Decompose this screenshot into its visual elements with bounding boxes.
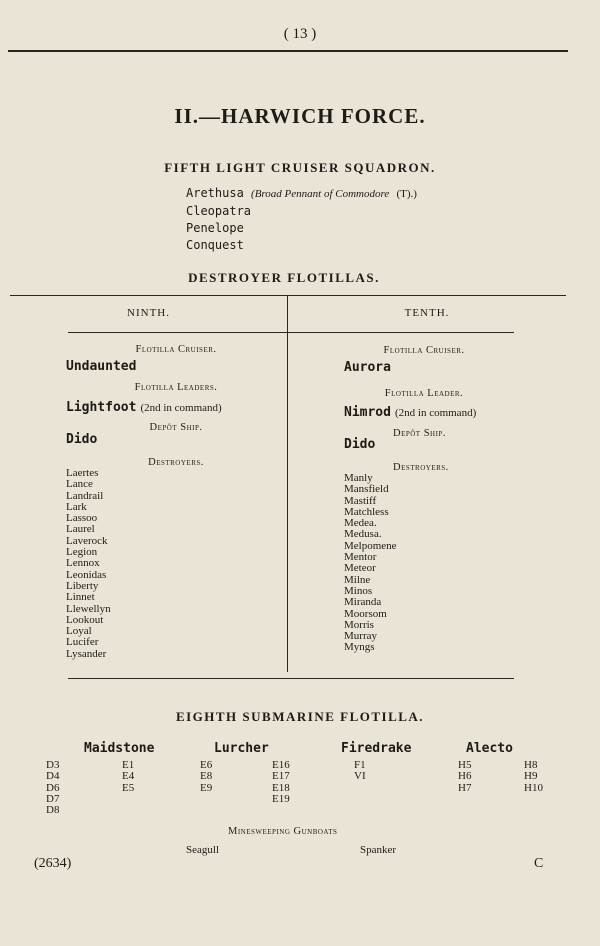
destroyer-name: Lucifer — [66, 636, 99, 649]
destroyer-name: Leonidas — [66, 568, 107, 581]
submarine-id: E16 — [272, 759, 290, 771]
destroyer-name: Murray — [344, 630, 377, 643]
destroyer-name: Laurel — [66, 523, 95, 536]
destroyer-name: Melpomene — [344, 539, 397, 552]
squadron-ship-3: Penelope — [186, 221, 244, 235]
tenth-depot-label: Depôt Ship. — [393, 428, 446, 439]
destroyer-name: Meteor — [344, 562, 376, 575]
destroyer-name: Mansfield — [344, 483, 389, 496]
ninth-leader-name: Lightfoot — [66, 400, 137, 415]
destroyer-name: Lookout — [66, 613, 104, 626]
destroyer-name: Matchless — [344, 505, 389, 518]
page-number: ( 13 ) — [283, 26, 317, 42]
top-rule — [8, 50, 568, 52]
sub-firedrake: Firedrake — [341, 741, 412, 756]
lurcher-boats-2 — [272, 760, 290, 805]
destroyer-name: Lance — [66, 478, 93, 491]
submarine-id: D3 — [46, 759, 60, 771]
destroyer-name: Liberty — [66, 579, 99, 592]
ship-note-open: ( — [251, 188, 255, 200]
submarine-id: H6 — [458, 770, 472, 783]
submarine-id: D6 — [46, 781, 60, 794]
submarine-id: H9 — [524, 770, 538, 783]
minesweeping-heading: Minesweeping Gunboats — [228, 826, 338, 837]
destroyer-name: Laertes — [66, 467, 99, 479]
tenth-leader-label: Flotilla Leader. — [384, 388, 464, 399]
destroyer-name: Miranda — [344, 596, 382, 609]
tenth-cruiser: Aurora — [344, 360, 391, 375]
submarine-id: F1 — [354, 759, 366, 771]
tenth-leader — [344, 403, 476, 421]
destroyer-name: Laverock — [66, 534, 108, 547]
ninth-destroyer-list — [66, 468, 111, 660]
squadron-heading: FIFTH LIGHT CRUISER SQUADRON. — [164, 160, 436, 175]
destroyer-name: Loyal — [66, 625, 92, 638]
submarine-id: E8 — [200, 770, 213, 783]
submarine-heading: EIGHTH SUBMARINE FLOTILLA. — [175, 709, 425, 724]
submarine-id: E18 — [272, 781, 290, 794]
ninth-leader-note: (2nd in command) — [140, 402, 222, 414]
tenth-leader-note: (2nd in command) — [394, 407, 477, 419]
destroyer-name: Moorsom — [344, 607, 387, 620]
squadron-ship-1 — [186, 186, 417, 200]
submarine-id: H8 — [524, 759, 538, 771]
destroyer-name: Legion — [66, 546, 98, 559]
submarine-id: E4 — [122, 770, 135, 783]
ninth-cruiser-label: Flotilla Cruiser. — [135, 344, 217, 355]
maidstone-boats-1 — [46, 760, 59, 816]
firedrake-boats — [354, 760, 366, 783]
tenth-destroyer-list — [344, 473, 397, 654]
ninth-cruiser: Undaunted — [66, 359, 137, 374]
table-bottom-rule — [68, 678, 514, 679]
tenth-depot: Dido — [344, 437, 376, 452]
submarine-id: H5 — [458, 759, 472, 771]
submarine-id: E17 — [272, 770, 290, 783]
ninth-leaders-label: Flotilla Leaders. — [134, 382, 218, 393]
destroyer-heading: DESTROYER FLOTILLAS. — [188, 270, 380, 285]
submarine-id: D7 — [46, 792, 60, 805]
table-top-rule — [10, 295, 566, 296]
sub-alecto: Alecto — [466, 741, 513, 756]
minesweeper-1: Seagull — [186, 844, 219, 856]
destroyer-name: Llewellyn — [66, 602, 111, 615]
submarine-id: H7 — [458, 781, 472, 794]
submarine-id: E6 — [200, 759, 213, 771]
destroyer-name: Mentor — [344, 551, 377, 564]
submarine-id: E9 — [200, 781, 213, 794]
destroyer-name: Morris — [344, 618, 374, 631]
submarine-id: D4 — [46, 770, 60, 783]
table-divider — [287, 296, 288, 672]
destroyer-name: Lennox — [66, 557, 100, 570]
ship-note: Broad Pennant of Commodore — [254, 188, 390, 200]
sub-lurcher: Lurcher — [214, 741, 269, 756]
destroyer-name: Manly — [344, 472, 373, 484]
table-header-rule — [68, 332, 514, 333]
sub-maidstone: Maidstone — [84, 741, 155, 756]
squadron-ship-4: Conquest — [186, 238, 244, 252]
ship-name: Arethusa — [186, 186, 244, 200]
submarine-id: E5 — [122, 781, 135, 794]
destroyer-name: Myngs — [344, 641, 375, 654]
alecto-boats-2 — [524, 760, 543, 794]
ninth-depot: Dido — [66, 432, 98, 447]
destroyer-name: Linnet — [66, 591, 95, 604]
submarine-id: H10 — [524, 781, 543, 794]
destroyer-name: Minos — [344, 584, 373, 597]
ninth-leader — [66, 398, 222, 416]
tenth-header: TENTH. — [404, 307, 450, 319]
destroyer-name: Medea. — [344, 517, 377, 530]
destroyer-name: Medusa. — [344, 528, 382, 541]
footer-letter: C — [534, 856, 544, 871]
ninth-destroyers-label: Destroyers. — [148, 457, 204, 468]
destroyer-name: Milne — [344, 573, 371, 586]
submarine-id: D8 — [46, 804, 60, 817]
lurcher-boats-1 — [200, 760, 212, 794]
destroyer-name: Landrail — [66, 489, 104, 502]
destroyer-name: Mastiff — [344, 494, 377, 507]
section-title: II.—HARWICH FORCE. — [174, 104, 426, 128]
tenth-destroyers-label: Destroyers. — [393, 462, 449, 473]
destroyer-name: Lysander — [66, 647, 107, 660]
minesweeper-2: Spanker — [360, 844, 397, 856]
submarine-id: E19 — [272, 792, 290, 805]
tenth-leader-name: Nimrod — [344, 405, 391, 420]
alecto-boats-1 — [458, 760, 471, 794]
destroyer-name: Lassoo — [66, 512, 98, 525]
squadron-ship-2: Cleopatra — [186, 204, 252, 218]
ninth-depot-label: Depôt Ship. — [149, 422, 203, 433]
submarine-id: VI — [354, 770, 366, 783]
destroyer-name: Lark — [66, 500, 87, 513]
footer-signature: (2634) — [34, 856, 72, 871]
ship-note-close: (T).) — [396, 188, 417, 200]
tenth-cruiser-label: Flotilla Cruiser. — [383, 345, 465, 356]
ninth-header: NINTH. — [127, 307, 170, 319]
submarine-id: E1 — [122, 759, 135, 771]
maidstone-boats-2 — [122, 760, 134, 794]
